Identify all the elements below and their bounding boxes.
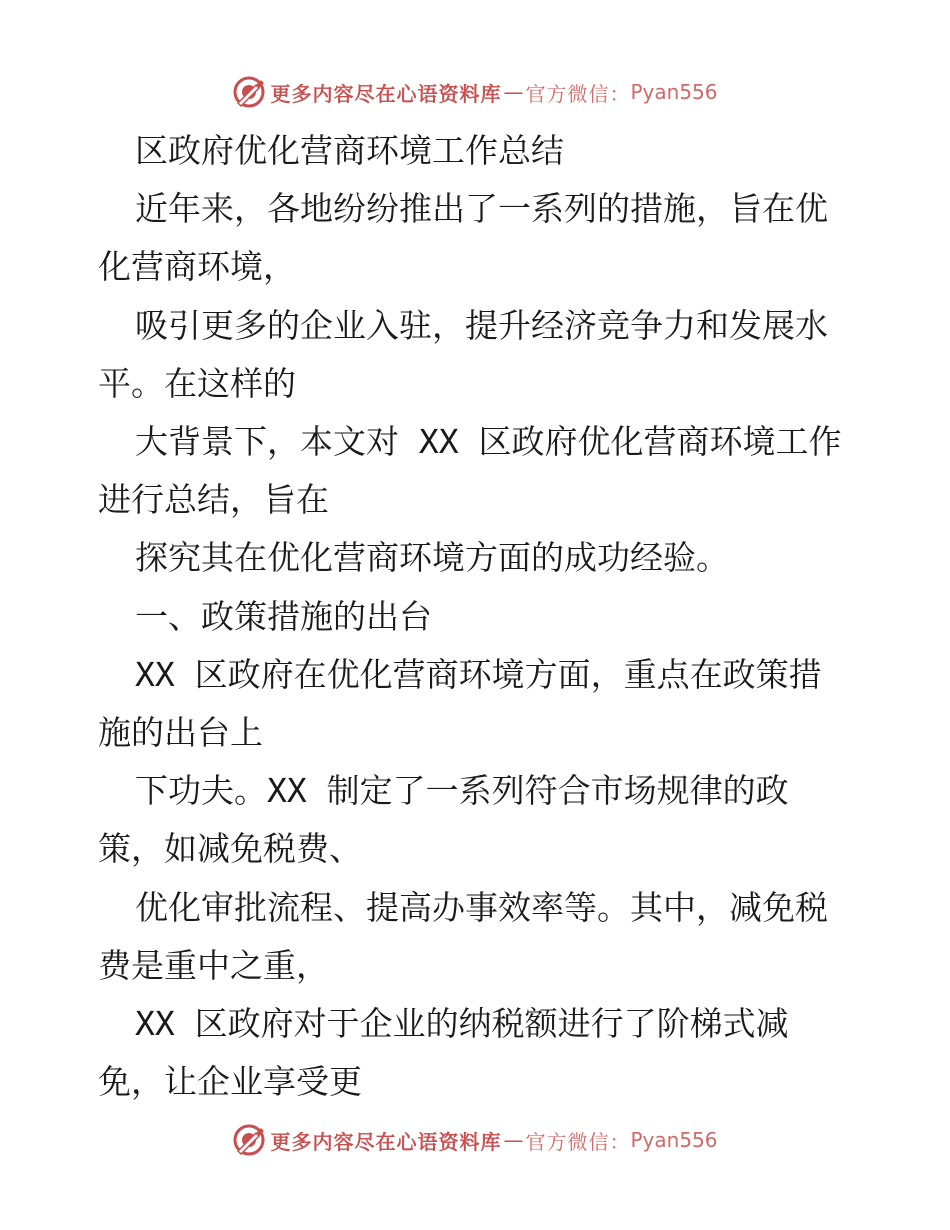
paragraph-line: 优化审批流程、提高办事效率等。其中，减免税 <box>135 887 828 927</box>
paragraph-line: 吸引更多的企业入驻，提升经济竞争力和发展水 <box>135 305 828 345</box>
paragraph-line: 免，让企业享受更 <box>98 1062 362 1102</box>
paragraph-line: 探究其在优化营商环境方面的成功经验。 <box>135 538 729 578</box>
footer-banner <box>0 1120 950 1160</box>
section-heading: 一、政策措施的出台 <box>135 596 432 636</box>
paragraph-line: 下功夫。XX 制定了一系列符合市场规律的政 <box>135 771 789 811</box>
paragraph-line: 费是重中之重， <box>98 945 329 985</box>
banner-contact-id: Pyan556 <box>630 80 718 104</box>
banner-contact-label: 官方微信： <box>525 1129 631 1154</box>
header-banner <box>0 72 950 112</box>
paragraph-line: 平。在这样的 <box>98 363 296 403</box>
banner-contact-id: Pyan556 <box>630 1128 718 1152</box>
paragraph-line: 近年来，各地纷纷推出了一系列的措施，旨在优 <box>135 189 828 229</box>
paragraph-line: 大背景下，本文对 XX 区政府优化营商环境工作 <box>135 422 842 462</box>
banner-contact-label: 官方微信： <box>525 81 631 106</box>
paragraph-line: XX 区政府在优化营商环境方面，重点在政策措 <box>135 654 822 694</box>
paragraph-line: 策，如减免税费、 <box>98 829 362 869</box>
brand-logo-icon <box>232 1123 266 1157</box>
banner-separator: — <box>503 80 524 104</box>
document-title: 区政府优化营商环境工作总结 <box>135 131 564 170</box>
paragraph-line: 化营商环境， <box>98 247 296 287</box>
banner-brand-text: 更多内容尽在心语资料库 <box>270 81 502 106</box>
paragraph-line: 进行总结，旨在 <box>98 480 329 520</box>
document-body <box>98 122 868 1111</box>
banner-brand-text: 更多内容尽在心语资料库 <box>270 1129 502 1154</box>
paragraph-line: XX 区政府对于企业的纳税额进行了阶梯式减 <box>135 1004 789 1044</box>
paragraph-line: 施的出台上 <box>98 713 263 753</box>
brand-logo-icon <box>232 75 266 109</box>
banner-separator: — <box>503 1128 524 1152</box>
